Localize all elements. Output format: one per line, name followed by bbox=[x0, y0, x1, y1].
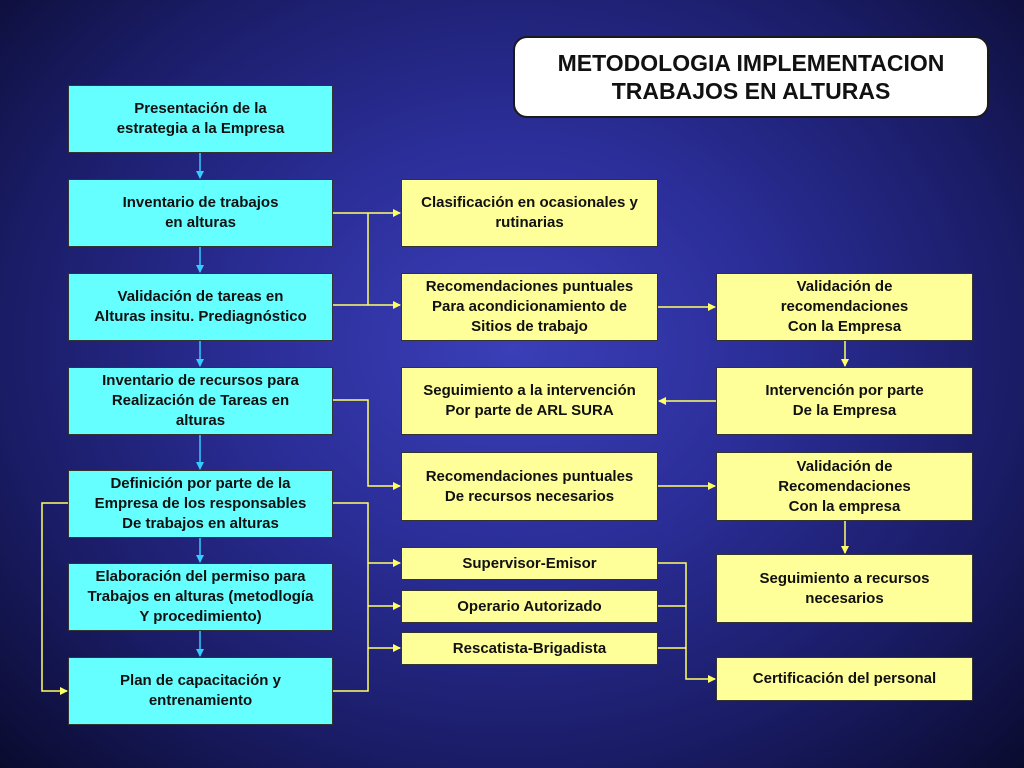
box-plan-capacitacion: Plan de capacitación y entrenamiento bbox=[68, 657, 333, 725]
box-seguimiento-recursos: Seguimiento a recursos necesarios bbox=[716, 554, 973, 623]
title-line-2: TRABAJOS EN ALTURAS bbox=[611, 78, 891, 104]
box-definicion-responsables: Definición por parte de la Empresa de los responsables De trabajos en alturas bbox=[68, 470, 333, 538]
diagram-title bbox=[513, 36, 989, 118]
box-clasificacion: Clasificación en ocasionales y rutinarias bbox=[401, 179, 658, 247]
box-presentacion: Presentación de la estrategia a la Empresa bbox=[68, 85, 333, 153]
box-validacion-recomendaciones-2: Validación de Recomendaciones Con la empresa bbox=[716, 452, 973, 521]
arrow-to-recomendaciones-recursos bbox=[333, 400, 400, 486]
box-validacion-recomendaciones-1: Validación de recomendaciones Con la Empresa bbox=[716, 273, 973, 341]
box-seguimiento-arl: Seguimiento a la intervención Por parte de ARL SURA bbox=[401, 367, 658, 435]
box-elaboracion-permiso: Elaboración del permiso para Trabajos en alturas (metodlogía Y procedimiento) bbox=[68, 563, 333, 631]
connector-responsables-bus bbox=[333, 503, 368, 691]
box-certificacion-personal: Certificación del personal bbox=[716, 657, 973, 701]
box-recomendaciones-recursos: Recomendaciones puntuales De recursos necesarios bbox=[401, 452, 658, 521]
box-operario-autorizado: Operario Autorizado bbox=[401, 590, 658, 623]
arrow-definicion-to-plan bbox=[42, 503, 68, 691]
box-rescatista-brigadista: Rescatista-Brigadista bbox=[401, 632, 658, 665]
box-intervencion-empresa: Intervención por parte De la Empresa bbox=[716, 367, 973, 435]
box-recomendaciones-sitios: Recomendaciones puntuales Para acondicionamiento de Sitios de trabajo bbox=[401, 273, 658, 341]
arrow-to-certificacion bbox=[658, 563, 715, 679]
box-validacion-tareas: Validación de tareas en Alturas insitu. Prediagnóstico bbox=[68, 273, 333, 341]
box-supervisor-emisor: Supervisor-Emisor bbox=[401, 547, 658, 580]
box-inventario-trabajos: Inventario de trabajos en alturas bbox=[68, 179, 333, 247]
box-inventario-recursos: Inventario de recursos para Realización de Tareas en alturas bbox=[68, 367, 333, 435]
title-line-1: METODOLOGIA IMPLEMENTACION bbox=[557, 50, 945, 76]
